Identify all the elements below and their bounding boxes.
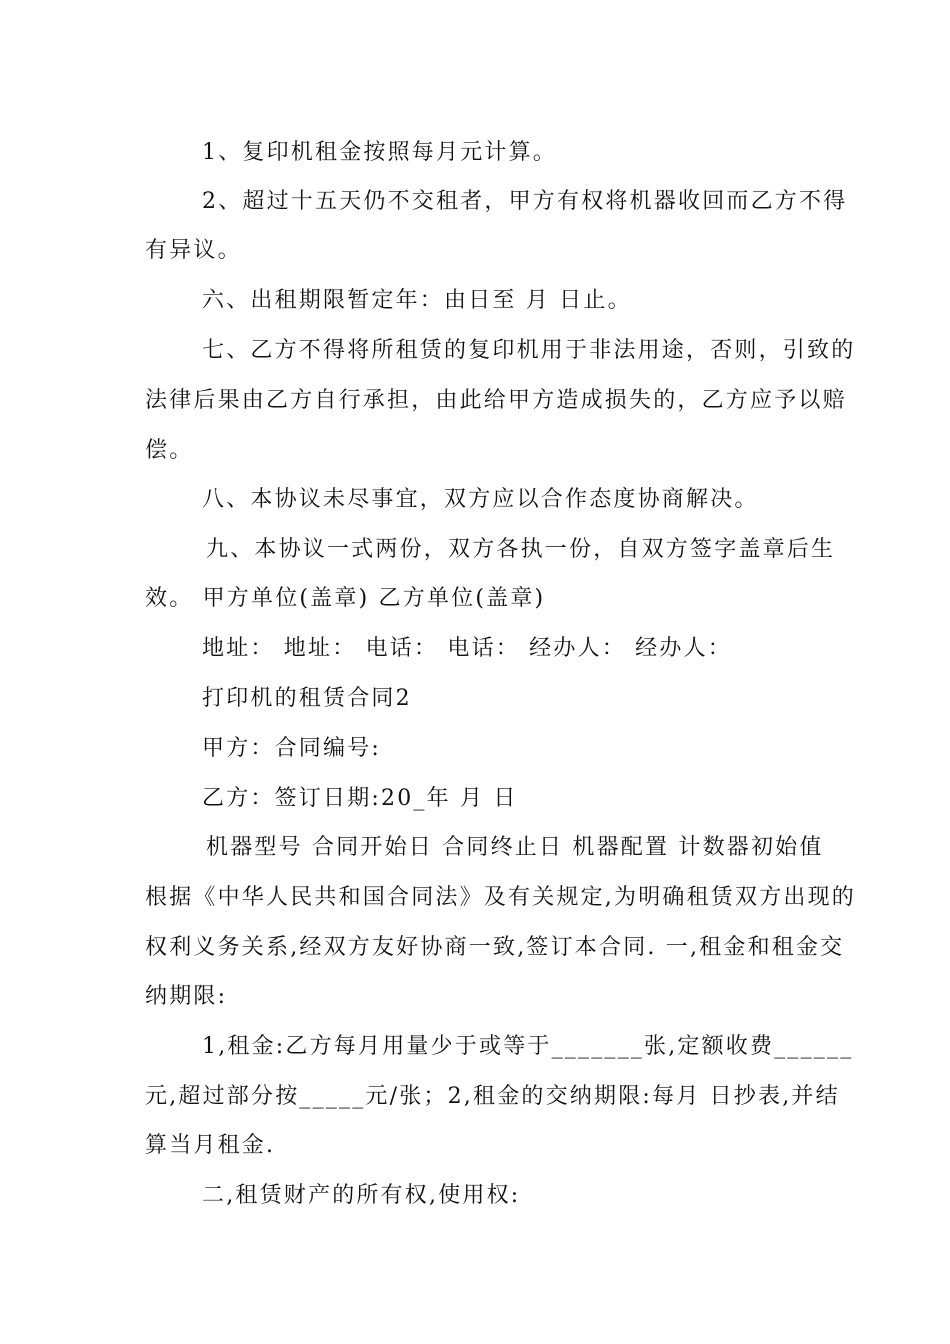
clause-seven-end: 偿。 <box>145 438 194 463</box>
clause-rent-rate: 1、复印机租金按照每月元计算。 <box>202 140 557 165</box>
section-title: 打印机的租赁合同2 <box>202 686 412 711</box>
clause-six-term: 六、出租期限暂定年：由日至 月 日止。 <box>202 288 632 313</box>
signature-address-line: 地址： 地址： 电话： 电话： 经办人： 经办人： <box>202 636 732 661</box>
rent-amount-line: 1,租金:乙方每月用量少于或等于_______张,定额收费______ <box>202 1034 854 1059</box>
clause-seven-cont: 法律后果由乙方自行承担，由此给甲方造成损失的，乙方应予以赔 <box>145 388 847 413</box>
preamble-line-1: 根据《中华人民共和国合同法》及有关规定,为明确租赁双方出现的 <box>145 885 856 910</box>
machine-fields-line: 机器型号 合同开始日 合同终止日 机器配置 计数器初始值 <box>206 835 824 860</box>
clause-seven: 七、乙方不得将所租赁的复印机用于非法用途，否则，引致的 <box>202 338 856 363</box>
clause-late-payment-cont: 有异议。 <box>145 238 242 263</box>
clause-eight: 八、本协议未尽事宜，双方应以合作态度协商解决。 <box>202 487 759 512</box>
clause-nine: 九、本协议一式两份，双方各执一份，自双方签字盖章后生 <box>206 537 836 562</box>
preamble-line-2: 权利义务关系,经双方友好协商一致,签订本合同. 一,租金和租金交 <box>145 935 845 960</box>
party-b-line: 乙方：签订日期:20_年 月 日 <box>202 786 518 811</box>
clause-late-payment: 2、超过十五天仍不交租者，甲方有权将机器收回而乙方不得 <box>202 189 848 214</box>
clause-nine-cont: 效。 甲方单位(盖章) 乙方单位(盖章) <box>145 586 546 611</box>
preamble-line-3: 纳期限: <box>145 984 228 1009</box>
section-two-heading: 二,租赁财产的所有权,使用权: <box>202 1183 521 1208</box>
party-a-line: 甲方：合同编号: <box>202 736 382 761</box>
rent-amount-line-cont: 元,超过部分按_____元/张；2,租金的交纳期限:每月 日抄表,并结 <box>145 1084 840 1109</box>
rent-amount-line-end: 算当月租金. <box>145 1133 276 1158</box>
